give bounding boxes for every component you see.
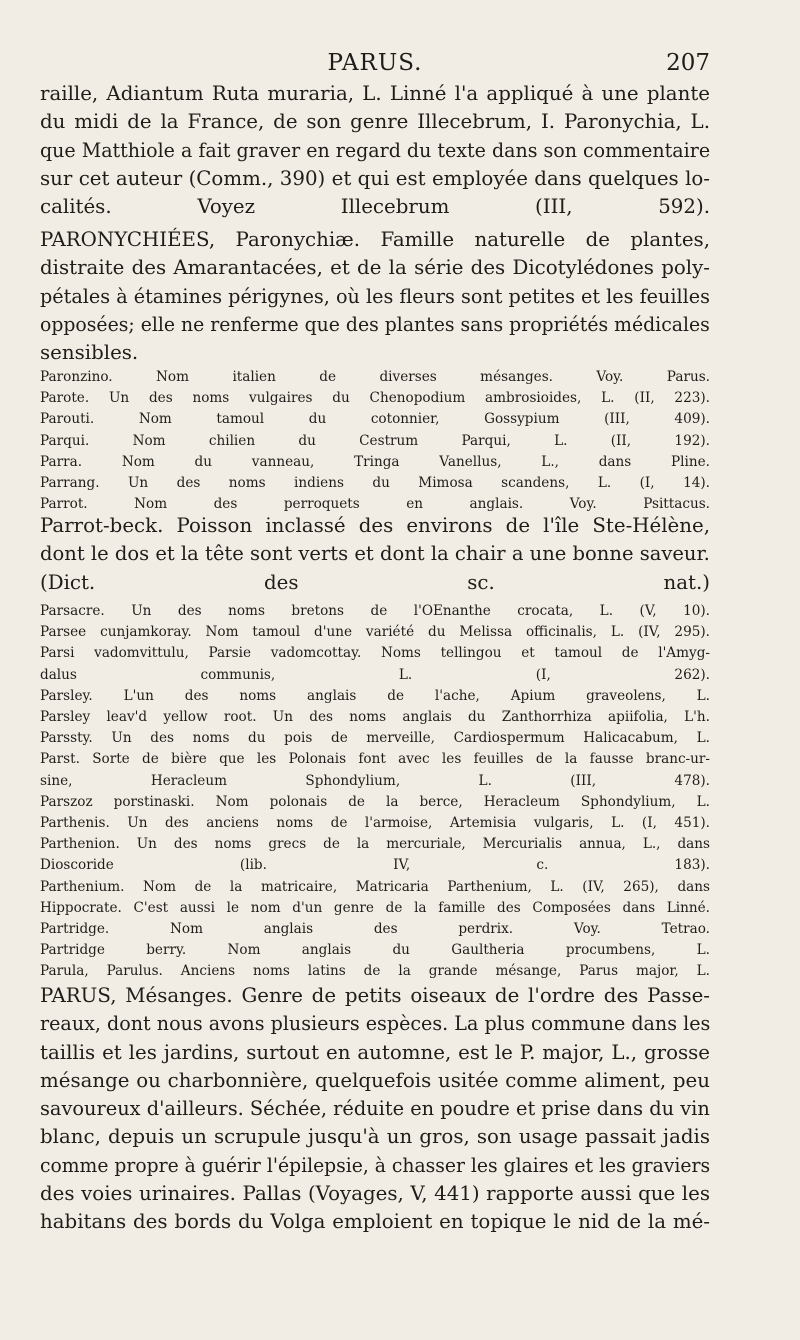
small-entry: Parouti. Nom tamoul du cotonnier, Gossypium (III, 409). <box>40 411 710 428</box>
entry-paronychiees <box>40 226 710 367</box>
text-line: mésange ou charbonnière, quelquefois usitée comme aliment, peu <box>40 1068 710 1092</box>
small-entry: Parssty. Un des noms du pois de merveille, Cardiospermum Halicacabum, L. <box>40 730 710 747</box>
text-line: Parrot-beck. Poisson inclassé des environs de l'île Ste-Hélène, <box>40 514 710 537</box>
small-entry: Paronzino. Nom italien de diverses mésanges. Voy. Parus. <box>40 369 710 385</box>
text-line: habitans des bords du Volga emploient en topique le nid de la mé- <box>40 1210 710 1234</box>
text-line: distraite des Amarantacées, et de la série des Dicotylédones poly- <box>40 256 710 280</box>
small-entry: Parthenion. Un des noms grecs de la mercuriale, Mercurialis annua, L., dans <box>40 836 710 853</box>
small-entry: Dioscoride (lib. IV, c. 183). <box>40 857 710 874</box>
small-entry: Parsley leav'd yellow root. Un des noms anglais du Zanthorrhiza apiifolia, L'h. <box>40 709 710 726</box>
text-line: sensibles. <box>40 341 139 365</box>
text-line: PARUS, Mésanges. Genre de petits oiseaux de l'ordre des Passe- <box>40 984 710 1007</box>
small-entry: Parthenis. Un des anciens noms de l'armoise, Artemisia vulgaris, L. (I, 451). <box>40 815 710 832</box>
text-line: reaux, dont nous avons plusieurs espèces. La plus commune dans les <box>40 1012 711 1036</box>
small-entry: Parrang. Un des noms indiens du Mimosa scandens, L. (I, 14). <box>40 475 710 492</box>
text-line: raille, Adiantum Ruta muraria, L. Linné l'a appliqué à une plante <box>40 82 710 105</box>
text-line: opposées; elle ne renferme que des plantes sans propriétés médicales <box>40 312 710 336</box>
small-entry: Parszoz porstinaski. Nom polonais de la berce, Heracleum Sphondylium, L. <box>40 793 710 810</box>
small-entry: Parula, Parulus. Anciens noms latins de la grande mésange, Parus major, L. <box>40 963 710 980</box>
text-line: dont le dos et la tête sont verts et dont la chair a une bonne saveur. <box>40 542 710 566</box>
text-line: taillis et les jardins, surtout en automne, est le P. major, L., grosse <box>40 1040 710 1064</box>
entry-parus <box>40 982 710 1237</box>
small-entry: sine, Heracleum Sphondylium, L. (III, 478). <box>40 772 710 789</box>
small-entry: Parsee cunjamkoray. Nom tamoul d'une variété du Melissa officinalis, L. (IV, 295). <box>40 624 710 641</box>
text-line: savoureux d'ailleurs. Séchée, réduite en poudre et prise dans du vin <box>40 1097 710 1121</box>
entry-parrot-beck <box>40 512 710 597</box>
text-line: pétales à étamines périgynes, où les fleurs sont petites et les feuilles <box>40 284 710 308</box>
small-entries-group-a <box>40 367 710 515</box>
text-line: comme propre à guérir l'épilepsie, à chasser les glaires et les graviers <box>40 1153 711 1177</box>
small-entry: Partridge berry. Nom anglais du Gaultheria procumbens, L. <box>40 942 710 959</box>
text-line: calités. Voyez Illecebrum (III, 592). <box>40 195 710 219</box>
small-entry: Hippocrate. C'est aussi le nom d'un genre de la famille des Composées dans Linné. <box>40 899 710 916</box>
small-entry: Parqui. Nom chilien du Cestrum Parqui, L. (II, 192). <box>40 432 710 449</box>
page-number: 207 <box>666 50 710 76</box>
text-line: sur cet auteur (Comm., 390) et qui est employée dans quelques lo- <box>40 166 710 190</box>
small-entry: Partridge. Nom anglais des perdrix. Voy. Tetrao. <box>40 921 710 938</box>
text-line: que Matthiole a fait graver en regard du texte dans son commentaire <box>40 138 711 162</box>
small-entries-group-b <box>40 601 710 983</box>
text-line: des voies urinaires. Pallas (Voyages, V, 441) rapporte aussi que les <box>40 1182 710 1206</box>
small-entry: dalus communis, L. (I, 262). <box>40 666 710 683</box>
small-entry: Parote. Un des noms vulgaires du Chenopodium ambrosioides, L. (II, 223). <box>40 390 710 407</box>
text-line: du midi de la France, de son genre Illecebrum, I. Paronychia, L. <box>40 110 710 134</box>
small-entry: Parst. Sorte de bière que les Polonais font avec les feuilles de la fausse branc-ur- <box>40 751 710 768</box>
small-entry: Parsacre. Un des noms bretons de l'OEnanthe crocata, L. (V, 10). <box>40 603 710 619</box>
intro-paragraph <box>40 80 710 221</box>
running-head: PARUS. <box>327 50 423 76</box>
text-line: PARONYCHIÉES, Paronychiæ. Famille naturelle de plantes, <box>40 228 710 251</box>
small-entry: Parrot. Nom des perroquets en anglais. Voy. Psittacus. <box>40 496 710 513</box>
page-header <box>40 50 710 80</box>
small-entry: Parra. Nom du vanneau, Tringa Vanellus, L., dans Pline. <box>40 453 710 470</box>
small-entry: Parthenium. Nom de la matricaire, Matricaria Parthenium, L. (IV, 265), dans <box>40 878 710 895</box>
text-line: blanc, depuis un scrupule jusqu'à un gros, son usage passait jadis <box>40 1125 710 1149</box>
small-entry: Parsley. L'un des noms anglais de l'ache, Apium graveolens, L. <box>40 687 710 704</box>
text-line: (Dict. des sc. nat.) <box>40 570 710 594</box>
small-entry: Parsi vadomvittulu, Parsie vadomcottay. Noms tellingou et tamoul de l'Amyg- <box>40 645 710 662</box>
